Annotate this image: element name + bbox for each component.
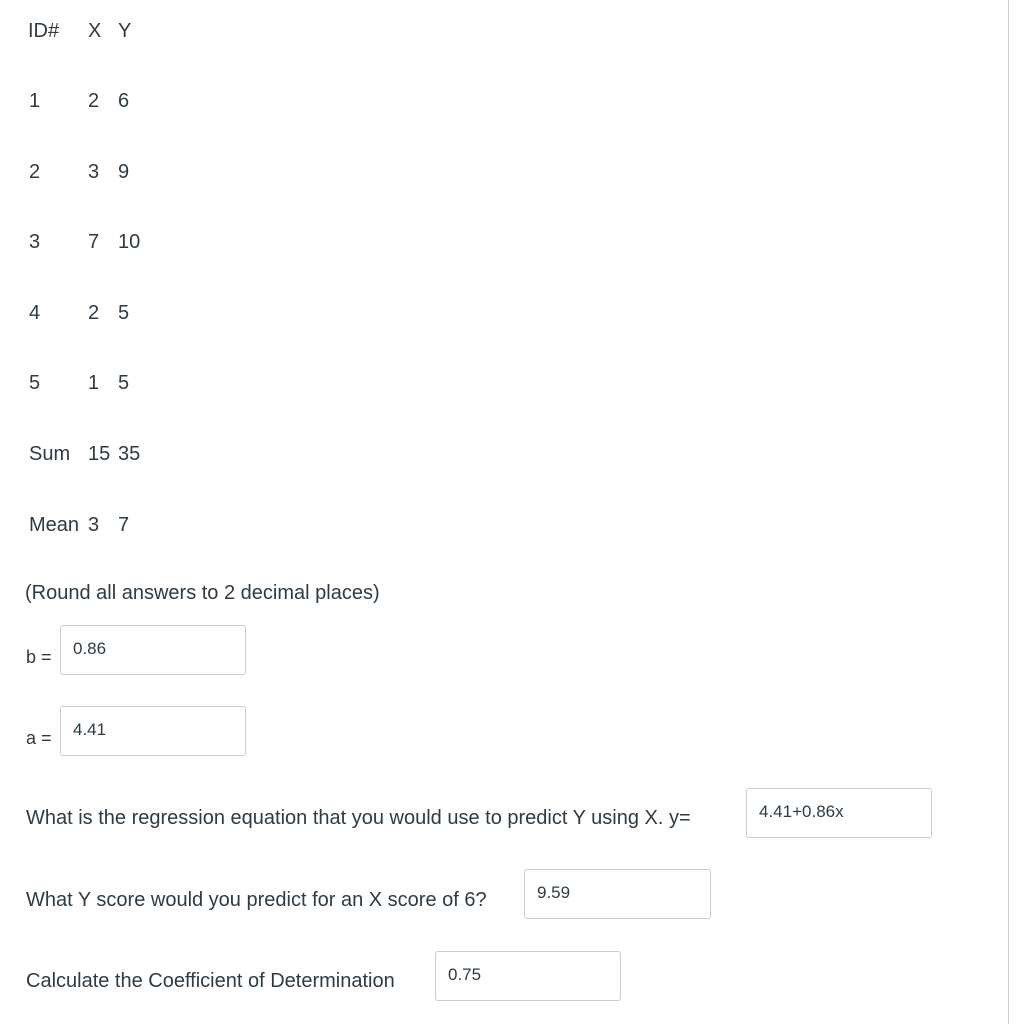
sum-x: 15 bbox=[88, 443, 111, 465]
row-y: 5 bbox=[118, 302, 130, 324]
row-x: 2 bbox=[88, 90, 100, 112]
mean-label: Mean bbox=[29, 514, 80, 536]
determination-answer-input[interactable]: 0.75 bbox=[435, 951, 621, 1001]
header-x: X bbox=[88, 20, 102, 42]
equation-question: What is the regression equation that you would use to predict Y using X. y= bbox=[26, 807, 691, 829]
mean-y: 7 bbox=[118, 514, 130, 536]
row-y: 10 bbox=[118, 231, 141, 253]
equation-answer-input[interactable]: 4.41+0.86x bbox=[746, 788, 932, 838]
mean-x: 3 bbox=[88, 514, 100, 536]
sum-y: 35 bbox=[118, 443, 141, 465]
row-id: 1 bbox=[29, 90, 41, 112]
rounding-instructions: (Round all answers to 2 decimal places) bbox=[25, 582, 380, 604]
predict-answer-input[interactable]: 9.59 bbox=[524, 869, 711, 919]
row-id: 5 bbox=[29, 372, 41, 394]
row-id: 2 bbox=[29, 161, 41, 183]
header-y: Y bbox=[118, 20, 132, 42]
sum-label: Sum bbox=[29, 443, 71, 465]
predict-question: What Y score would you predict for an X score of 6? bbox=[26, 889, 487, 911]
row-x: 1 bbox=[88, 372, 100, 394]
content-right-border bbox=[1008, 0, 1009, 1024]
row-y: 5 bbox=[118, 372, 130, 394]
row-id: 4 bbox=[29, 302, 41, 324]
header-id: ID# bbox=[28, 20, 60, 42]
row-id: 3 bbox=[29, 231, 41, 253]
b-answer-input[interactable]: 0.86 bbox=[60, 625, 246, 675]
row-x: 2 bbox=[88, 302, 100, 324]
row-y: 9 bbox=[118, 161, 130, 183]
row-x: 3 bbox=[88, 161, 100, 183]
determination-question: Calculate the Coefficient of Determination bbox=[26, 970, 395, 992]
a-label: a = bbox=[26, 728, 52, 748]
row-x: 7 bbox=[88, 231, 100, 253]
b-label: b = bbox=[26, 647, 52, 667]
row-y: 6 bbox=[118, 90, 130, 112]
a-answer-input[interactable]: 4.41 bbox=[60, 706, 246, 756]
